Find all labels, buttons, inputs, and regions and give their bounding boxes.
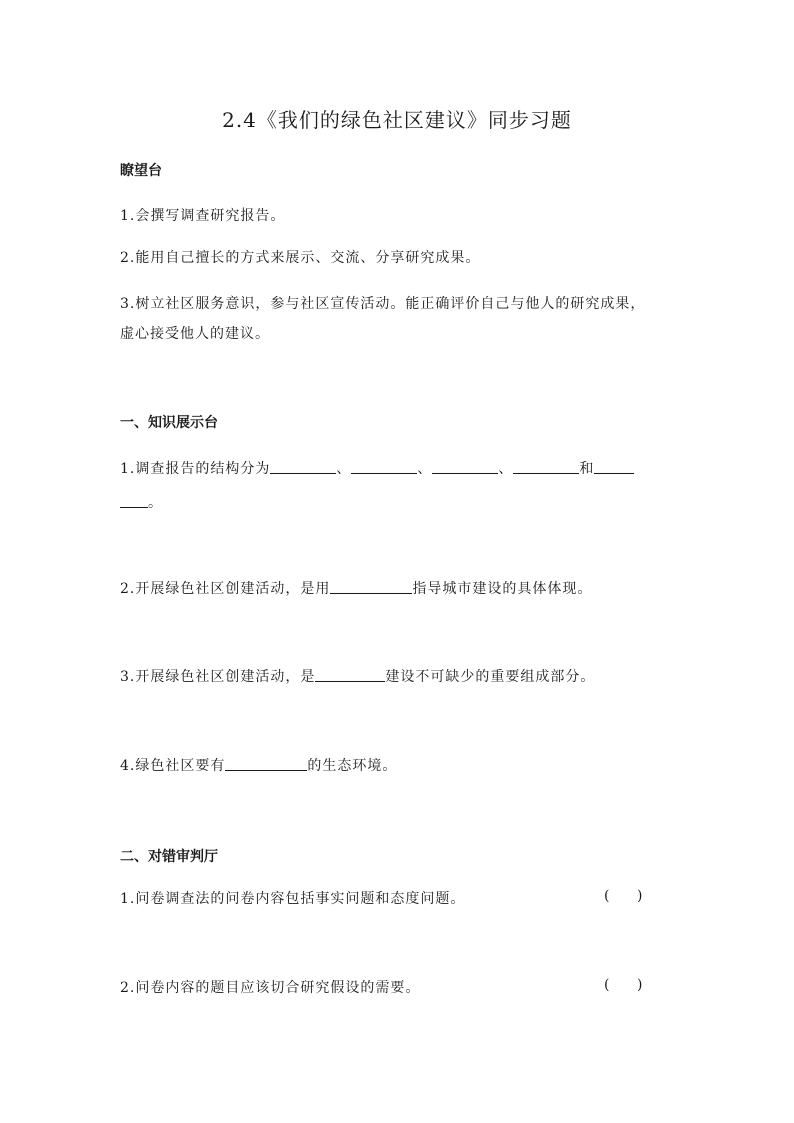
question-3-suffix: 建设不可缺少的重要组成部分。 [385,669,596,685]
judgment-2: 2.问卷内容的题目应该切合研究假设的需要。 [120,980,421,996]
objectives-heading: 瞭望台 [120,163,162,179]
section1-heading: 一、知识展示台 [120,415,218,431]
objective-2: 2.能用自己擅长的方式来展示、交流、分享研究成果。 [120,250,481,266]
question-1-prefix: 1.调查报告的结构分为 [120,461,271,477]
separator: 、 [498,461,514,477]
objective-3-continued: 虚心接受他人的建议。 [120,326,270,342]
answer-box[interactable] [614,977,634,995]
separator: 、 [417,461,433,477]
question-4-suffix: 的生态环境。 [307,758,398,774]
open-paren: ( [604,888,610,904]
question-4 [120,755,397,775]
open-paren: ( [604,977,610,993]
answer-box[interactable] [614,888,634,906]
question-3-prefix: 3.开展绿色社区创建活动，是 [120,669,316,685]
answer-blank[interactable] [270,459,336,474]
section2-heading: 二、对错审判厅 [120,849,218,865]
answer-blank[interactable] [432,459,498,474]
question-2-prefix: 2.开展绿色社区创建活动，是用 [120,581,331,597]
conjunction: 和 [579,461,595,477]
question-3 [120,666,595,686]
close-paren: ) [637,977,643,993]
question-2 [120,578,592,598]
objective-1: 1.会撰写调查研究报告。 [120,208,286,224]
answer-blank[interactable] [120,493,148,508]
answer-blank[interactable] [594,459,634,474]
judgment-1: 1.问卷调查法的问卷内容包括事实问题和态度问题。 [120,891,466,907]
question-2-suffix: 指导城市建设的具体体现。 [412,581,593,597]
question-4-prefix: 4.绿色社区要有 [120,758,226,774]
question-1-end: 。 [148,495,163,511]
objective-3: 3.树立社区服务意识，参与社区宣传活动。能正确评价自己与他人的研究成果， [120,296,646,312]
answer-blank[interactable] [225,756,307,771]
question-1-continued [120,492,163,512]
question-1 [120,458,634,478]
page-title: 2.4《我们的绿色社区建议》同步习题 [222,108,572,132]
separator: 、 [336,461,352,477]
answer-blank[interactable] [513,459,579,474]
answer-blank[interactable] [351,459,417,474]
answer-blank[interactable] [330,579,412,594]
answer-blank[interactable] [315,667,385,682]
close-paren: ) [637,888,643,904]
